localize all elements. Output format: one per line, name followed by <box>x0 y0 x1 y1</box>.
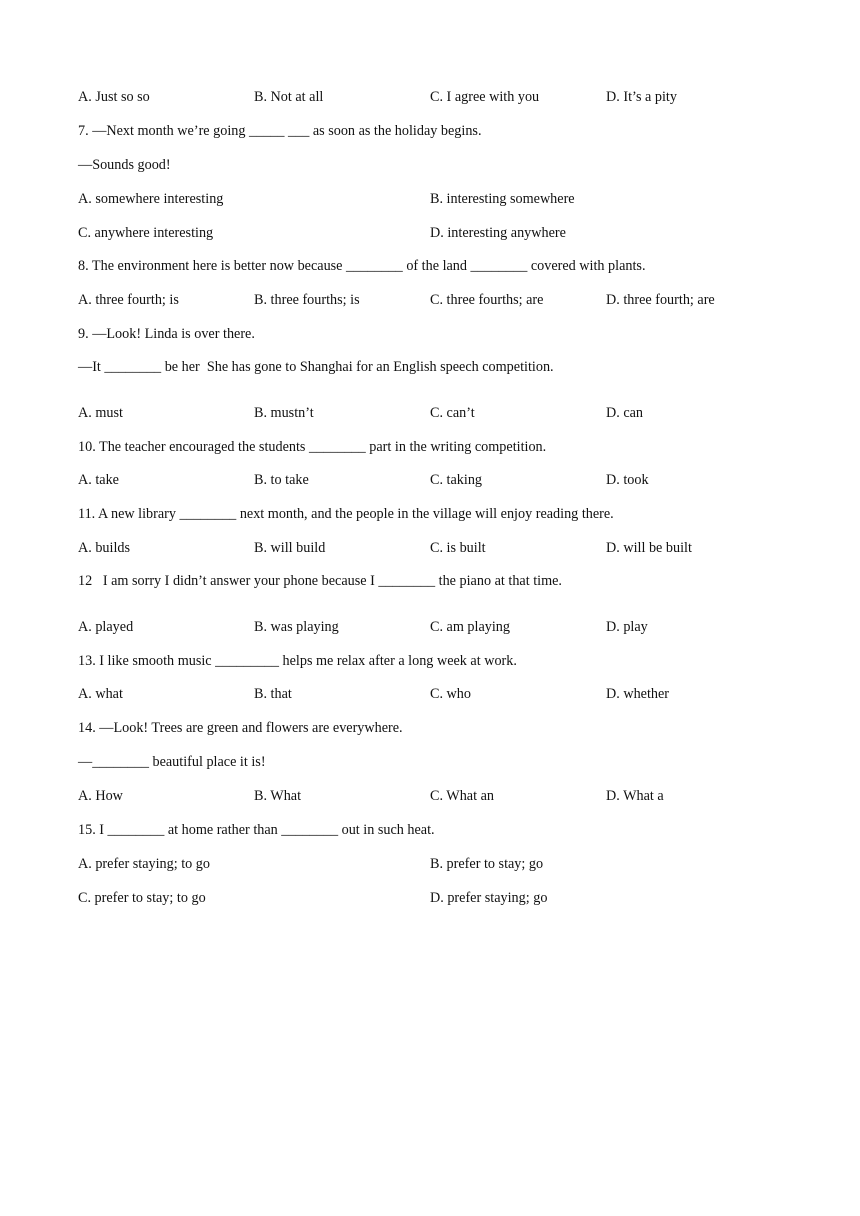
question-line: 10. The teacher encouraged the students ________ part in the writing competition. <box>78 439 547 455</box>
question-line: 8. The environment here is better now because ________ of the land ________ covered with plants. <box>78 258 646 274</box>
answer-option: C. am playing <box>430 619 510 635</box>
answer-option: D. prefer staying; go <box>430 890 548 906</box>
answer-option: D. whether <box>606 686 670 702</box>
answer-option: D. interesting anywhere <box>430 225 566 241</box>
answer-option: B. mustn’t <box>254 405 314 421</box>
answer-option: D. will be built <box>606 540 692 556</box>
answer-option: D. three fourth; are <box>606 292 715 308</box>
question-line: —It ________ be her She has gone to Shanghai for an English speech competition. <box>78 359 554 375</box>
question-line: 14. —Look! Trees are green and flowers are everywhere. <box>78 720 403 736</box>
answer-option: A. three fourth; is <box>78 292 179 308</box>
answer-option: A. somewhere interesting <box>78 191 224 207</box>
answer-option: A. played <box>78 619 134 635</box>
answer-option: C. can’t <box>430 405 475 421</box>
answer-option: A. must <box>78 405 123 421</box>
answer-option: C. I agree with you <box>430 89 540 105</box>
question-line: 7. —Next month we’re going _____ ___ as soon as the holiday begins. <box>78 123 482 139</box>
answer-option: A. How <box>78 788 123 804</box>
question-line: 11. A new library ________ next month, and the people in the village will enjoy reading there. <box>78 506 614 522</box>
question-line: 15. I ________ at home rather than ________ out in such heat. <box>78 822 435 838</box>
answer-option: C. who <box>430 686 471 702</box>
answer-option: B. What <box>254 788 302 804</box>
answer-option: C. three fourths; are <box>430 292 544 308</box>
answer-option: B. will build <box>254 540 326 556</box>
question-line: 12 I am sorry I didn’t answer your phone because I ________ the piano at that time. <box>78 573 562 589</box>
question-line: —________ beautiful place it is! <box>78 754 266 770</box>
answer-option: A. Just so so <box>78 89 150 105</box>
answer-option: D. took <box>606 472 649 488</box>
answer-option: A. take <box>78 472 119 488</box>
answer-option: B. to take <box>254 472 309 488</box>
answer-option: D. It’s a pity <box>606 89 677 105</box>
answer-option: B. that <box>254 686 292 702</box>
answer-option: B. was playing <box>254 619 339 635</box>
question-line: 9. —Look! Linda is over there. <box>78 326 255 342</box>
question-line: 13. I like smooth music _________ helps me relax after a long week at work. <box>78 653 517 669</box>
answer-option: D. play <box>606 619 648 635</box>
answer-option: B. Not at all <box>254 89 324 105</box>
answer-option: A. what <box>78 686 123 702</box>
question-line: —Sounds good! <box>78 157 171 173</box>
answer-option: C. prefer to stay; to go <box>78 890 206 906</box>
answer-option: C. is built <box>430 540 486 556</box>
answer-option: C. What an <box>430 788 494 804</box>
answer-option: C. taking <box>430 472 483 488</box>
answer-option: A. builds <box>78 540 131 556</box>
answer-option: B. prefer to stay; go <box>430 856 544 872</box>
answer-option: B. interesting somewhere <box>430 191 575 207</box>
answer-option: B. three fourths; is <box>254 292 360 308</box>
answer-option: C. anywhere interesting <box>78 225 214 241</box>
answer-option: D. What a <box>606 788 664 804</box>
answer-option: D. can <box>606 405 644 421</box>
answer-option: A. prefer staying; to go <box>78 856 210 872</box>
